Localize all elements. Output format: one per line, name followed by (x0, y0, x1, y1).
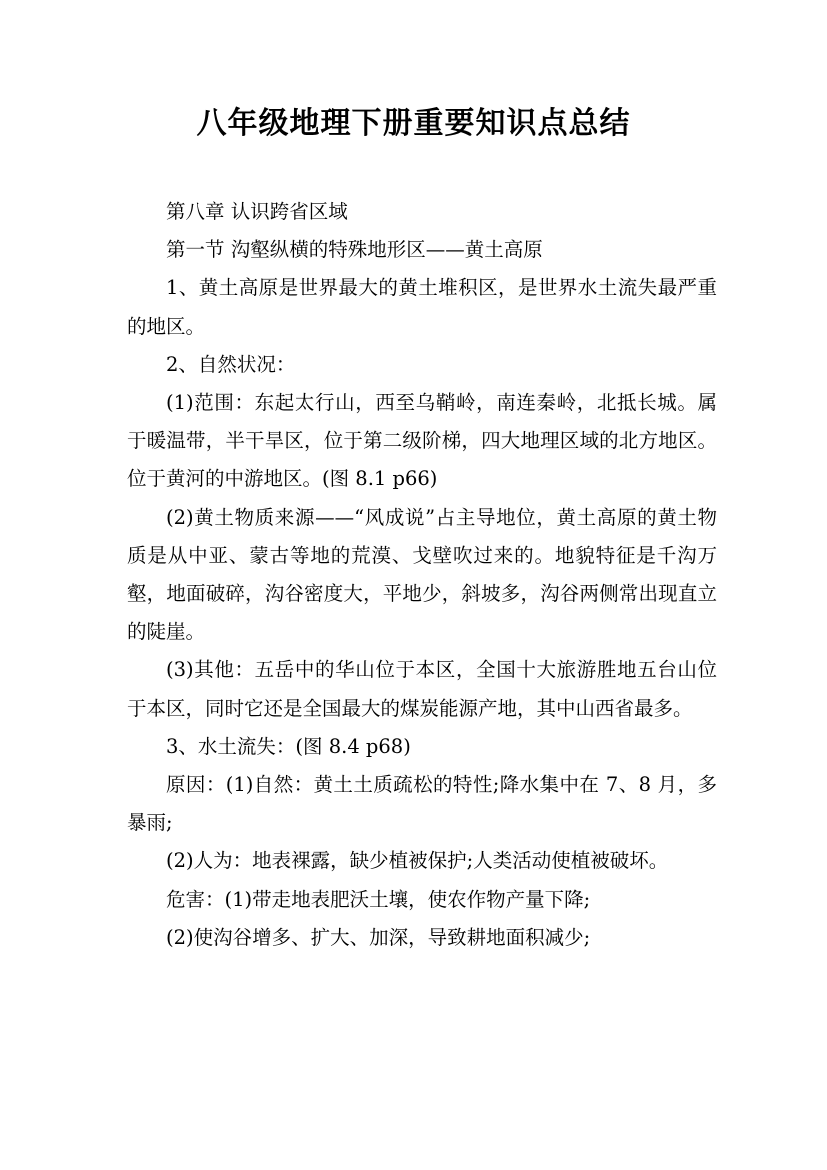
paragraph: 1、黄土高原是世界最大的黄土堆积区，是世界水土流失最严重的地区。 (127, 276, 717, 338)
document-title: 八年级地理下册重要知识点总结 (196, 106, 631, 141)
paragraph: 原因：(1)自然：黄土土质疏松的特性;降水集中在 7、8 月，多暴雨; (127, 773, 717, 835)
paragraph: (1)范围：东起太行山，西至乌鞘岭，南连秦岭，北抵长城。属于暖温带，半干旱区，位于第二级阶梯，四大地理区域的北方地区。位于黄河的中游地区。(图 8.1 p66) (127, 391, 717, 491)
chapter-heading: 第八章 认识跨省区域 (166, 200, 348, 223)
paragraph: 危害：(1)带走地表肥沃土壤，使农作物产量下降; (166, 887, 591, 911)
document-body (127, 193, 717, 957)
paragraph: (2)黄土物质来源——“风成说”占主导地位，黄土高原的黄土物质是从中亚、蒙古等地的荒漠、戈壁吹过来的。地貌特征是千沟万壑，地面破碎，沟谷密度大，平地少，斜坡多，沟谷两侧常出现直立的陡崖。 (127, 505, 717, 644)
section-heading: 第一节 沟壑纵横的特殊地形区——黄土高原 (166, 238, 543, 262)
paragraph: 3、水土流失：(图 8.4 p68) (166, 734, 411, 758)
paragraph: 2、自然状况： (166, 352, 296, 376)
paragraph: (2)人为：地表裸露，缺少植被保护;人类活动使植被破坏。 (166, 849, 669, 873)
paragraph: (2)使沟谷增多、扩大、加深，导致耕地面积减少; (166, 925, 591, 949)
paragraph: (3)其他：五岳中的华山位于本区，全国十大旅游胜地五台山位于本区，同时它还是全国最大的煤炭能源产地，其中山西省最多。 (127, 658, 717, 720)
